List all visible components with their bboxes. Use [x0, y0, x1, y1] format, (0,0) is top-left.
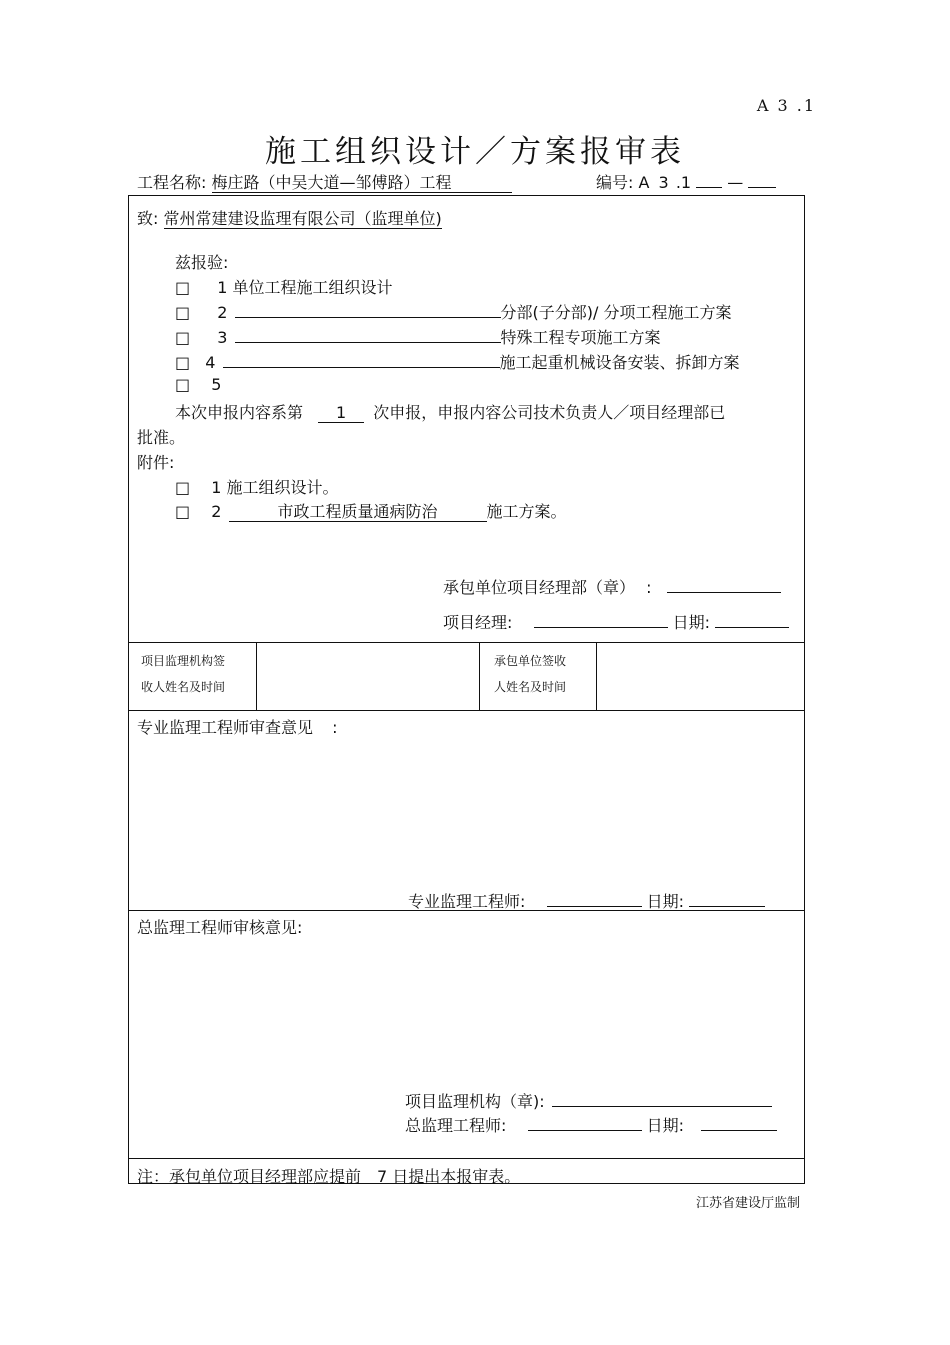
- item-3-num: 3: [217, 328, 228, 347]
- pm-field[interactable]: [534, 627, 668, 628]
- attachment-2: [175, 499, 567, 522]
- specialist-opinion-label: 专业监理工程师审查意见: [137, 718, 314, 737]
- page-title: 施工组织设计／方案报审表: [265, 134, 685, 170]
- chief-seal-field[interactable]: [552, 1106, 772, 1107]
- checkbox-2[interactable]: □: [175, 303, 191, 322]
- report-line: [175, 400, 725, 423]
- report-suffix-2: 批准。: [137, 428, 186, 447]
- specialist-sign-field[interactable]: [547, 906, 642, 907]
- chief-opinion-area[interactable]: [137, 940, 797, 1080]
- number-field-2[interactable]: [748, 187, 776, 188]
- number-field-1[interactable]: [696, 187, 722, 188]
- chief-sign-line: [405, 1113, 777, 1136]
- report-count[interactable]: 1: [318, 404, 364, 423]
- project-label: 工程名称:: [137, 173, 207, 192]
- item-2-field[interactable]: [235, 317, 501, 318]
- specialist-sign-line: [408, 889, 765, 912]
- item-3-field[interactable]: [235, 342, 501, 343]
- item-1: [175, 275, 393, 298]
- pm-date-field[interactable]: [715, 627, 789, 628]
- attach-checkbox-2[interactable]: □: [175, 502, 191, 521]
- to-line: [137, 206, 442, 229]
- footer-issuer: 江苏省建设厅监制: [695, 1196, 800, 1211]
- number-label: 编号:: [596, 173, 634, 192]
- checkbox-1[interactable]: □: [175, 278, 191, 297]
- supervisor-receiver-label-1: 项目监理机构签: [141, 654, 226, 668]
- item-5-num: 5: [211, 375, 222, 394]
- contractor-seal-line: [443, 575, 781, 598]
- item-2: [175, 300, 731, 323]
- attachment-1-text: 施工组织设计。: [226, 478, 339, 497]
- chief-opinion-label: 总监理工程师审核意见:: [137, 918, 303, 937]
- checkbox-3[interactable]: □: [175, 328, 191, 347]
- chief-date-field[interactable]: [701, 1130, 777, 1131]
- chief-sign-field[interactable]: [528, 1130, 642, 1131]
- item-5: [175, 375, 221, 394]
- to-label: 致:: [137, 209, 159, 228]
- attachment-2-text: 施工方案。: [486, 502, 567, 521]
- chief-seal-label: 项目监理机构（章):: [405, 1092, 545, 1111]
- checkbox-5[interactable]: □: [175, 375, 191, 394]
- specialist-opinion-area[interactable]: [137, 740, 797, 880]
- checkbox-4[interactable]: □: [175, 353, 191, 372]
- item-1-num: 1: [217, 278, 228, 297]
- specialist-date-label: 日期:: [646, 892, 684, 911]
- divider-sign-row-bottom: [129, 710, 804, 711]
- contractor-receiver-label-1: 承包单位签收: [494, 654, 567, 668]
- divider-chief-bottom: [129, 1158, 804, 1159]
- supervisor-receiver-label-2: 收人姓名及时间: [141, 680, 226, 694]
- submit-label: 兹报验:: [175, 253, 229, 272]
- contractor-receiver-field[interactable]: [597, 642, 803, 708]
- chief-date-label: 日期:: [646, 1116, 684, 1135]
- item-2-num: 2: [217, 303, 228, 322]
- contractor-receiver-label-2: 人姓名及时间: [494, 680, 567, 694]
- report-suffix: 次申报，申报内容公司技术负责人／项目经理部已: [373, 403, 726, 422]
- specialist-opinion-line: [137, 715, 338, 738]
- item-4-text: 施工起重机械设备安装、拆卸方案: [499, 353, 740, 372]
- contractor-seal-label: 承包单位项目经理部（章）: [443, 578, 636, 597]
- specialist-date-field[interactable]: [689, 906, 765, 907]
- attach-label: 附件:: [137, 453, 175, 472]
- attachment-1-num: 1: [211, 478, 222, 497]
- item-4: [175, 350, 740, 373]
- to-unit[interactable]: 常州常建建设监理有限公司（监理单位): [163, 209, 442, 228]
- project-line: [137, 170, 512, 193]
- pm-date-label: 日期:: [672, 613, 710, 632]
- project-name[interactable]: 梅庄路（中吴大道—邹傅路）工程: [212, 174, 512, 193]
- item-2-text: 分部(子分部)/ 分项工程施工方案: [500, 303, 732, 322]
- number-mid: .1: [675, 173, 692, 192]
- report-prefix: 本次申报内容系第: [175, 403, 304, 422]
- specialist-sign-label: 专业监理工程师:: [408, 892, 526, 911]
- pm-label: 项目经理:: [443, 613, 513, 632]
- supervisor-receiver-field[interactable]: [257, 642, 477, 708]
- specialist-opinion-colon: :: [332, 718, 338, 737]
- contractor-seal-field[interactable]: [667, 592, 781, 593]
- pm-line: [443, 610, 789, 633]
- attach-checkbox-1[interactable]: □: [175, 478, 191, 497]
- form-code: A 3 .1: [756, 96, 816, 115]
- item-4-num: 4: [205, 353, 216, 372]
- chief-sign-label: 总监理工程师:: [405, 1116, 507, 1135]
- item-3: [175, 325, 661, 348]
- number-line: [596, 170, 776, 193]
- attachment-2-num: 2: [211, 502, 222, 521]
- item-4-field[interactable]: [223, 367, 500, 368]
- item-3-text: 特殊工程专项施工方案: [500, 328, 661, 347]
- attachment-2-field[interactable]: 市政工程质量通病防治: [229, 503, 487, 522]
- sign-row-vline-2: [479, 642, 480, 710]
- item-1-text: 单位工程施工组织设计: [232, 278, 393, 297]
- number-prefix: A 3: [638, 173, 671, 192]
- chief-seal-line: [405, 1089, 772, 1112]
- contractor-seal-colon: :: [646, 578, 652, 597]
- number-dash: —: [727, 173, 744, 192]
- note: 注：承包单位项目经理部应提前 7 日提出本报审表。: [137, 1167, 521, 1186]
- attachment-1: [175, 475, 339, 498]
